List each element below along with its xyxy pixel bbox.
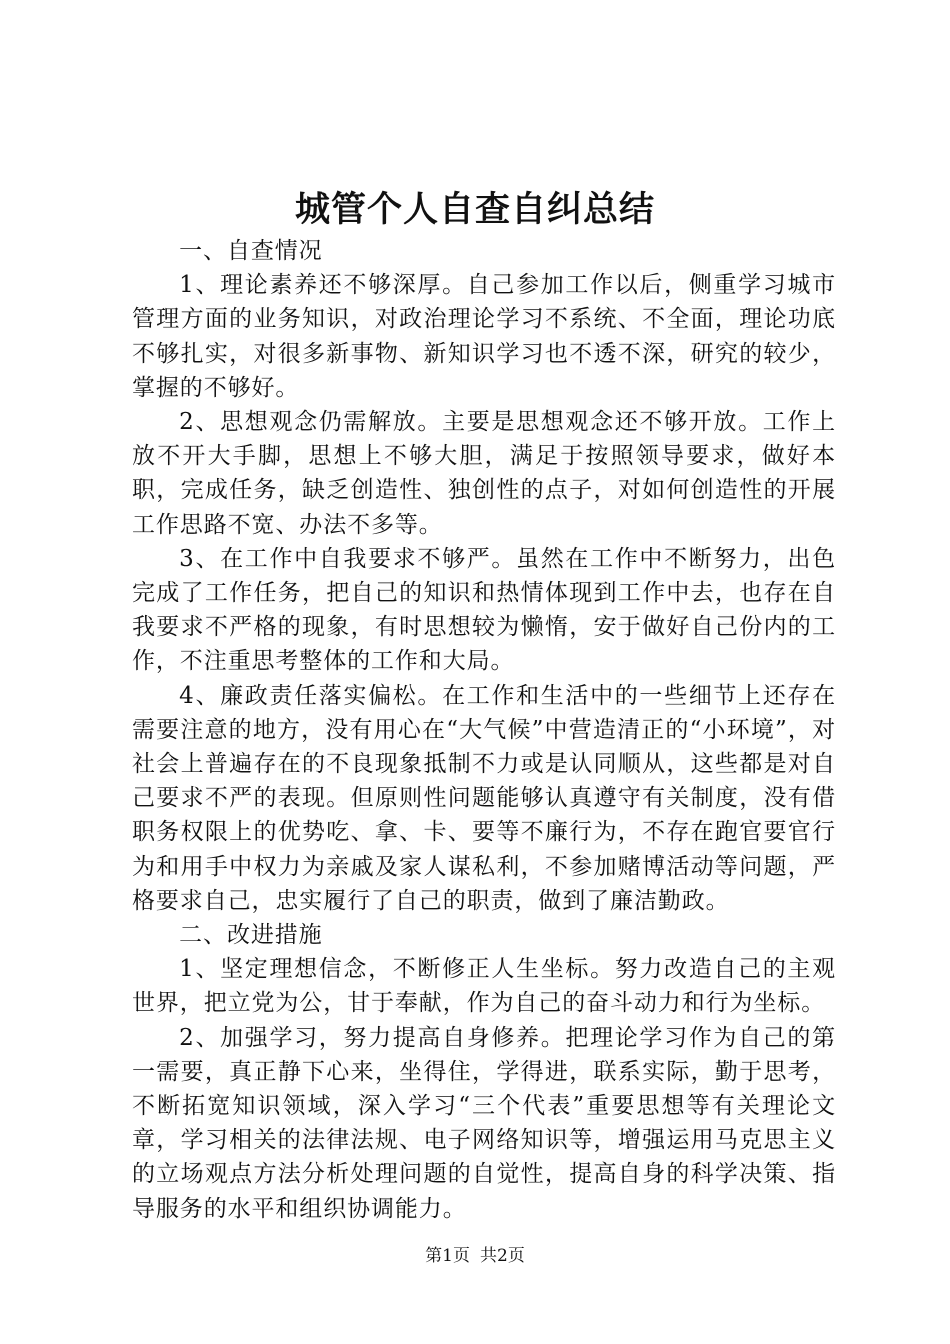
section-heading-improvement: 二、改进措施: [179, 922, 323, 949]
paragraph-integrity: 4、廉政责任落实偏松。在工作和生活中的一些细节上还存在需要注意的地方，没有用心在“大气候”中营造清正的“小环境”，对社会上普遍存在的不良现象抵制不力或是认同顺从，这些都是对自己要求不严的表现。但原则性问题能够认真遵守有关制度，没有借职务权限上的优势吃、拿、卡、要等不廉行为，不存在跑官要官行为和用手中权力为亲戚及家人谋私利，不参加赌博活动等问题，严格要求自己，忠实履行了自己的职责，做到了廉洁勤政。: [132, 682, 836, 914]
paragraph-study: 2、加强学习，努力提高自身修养。把理论学习作为自己的第一需要，真正静下心来，坐得住，学得进，联系实际，勤于思考，不断拓宽知识领域，深入学习“三个代表”重要思想等有关理论文章，学习相关的法律法规、电子网络知识等，增强运用马克思主义的立场观点方法分析处理问题的自觉性，提高自身的科学决策、指导服务的水平和组织协调能力。: [132, 1024, 836, 1222]
page-total: 共2页: [480, 1246, 525, 1266]
page-footer: [0, 1244, 950, 1268]
document-title: 城管个人自查自纠总结: [294, 189, 655, 230]
paragraph-self-requirement: 3、在工作中自我要求不够严。虽然在工作中不断努力，出色完成了工作任务，把自己的知识和热情体现到工作中去，也存在自我要求不严格的现象，有时思想较为懒惰，安于做好自己份内的工作，不注重思考整体的工作和大局。: [132, 545, 836, 675]
page-number: 第1页: [425, 1246, 470, 1266]
section-heading-self-check: 一、自查情况: [179, 238, 323, 264]
document-body: [132, 234, 836, 1226]
paragraph-theory: 1、理论素养还不够深厚。自己参加工作以后，侧重学习城市管理方面的业务知识，对政治理论学习不系统、不全面，理论功底不够扎实，对很多新事物、新知识学习也不透不深，研究的较少，掌握的不够好。: [132, 272, 836, 401]
paragraph-ideals: 1、坚定理想信念，不断修正人生坐标。努力改造自己的主观世界，把立党为公，甘于奉献，作为自己的奋斗动力和行为坐标。: [132, 956, 836, 1017]
paragraph-thinking: 2、思想观念仍需解放。主要是思想观念还不够开放。工作上放不开大手脚，思想上不够大胆，满足于按照领导要求，做好本职，完成任务，缺乏创造性、独创性的点子，对如何创造性的开展工作思路不宽、办法不多等。: [132, 409, 836, 538]
